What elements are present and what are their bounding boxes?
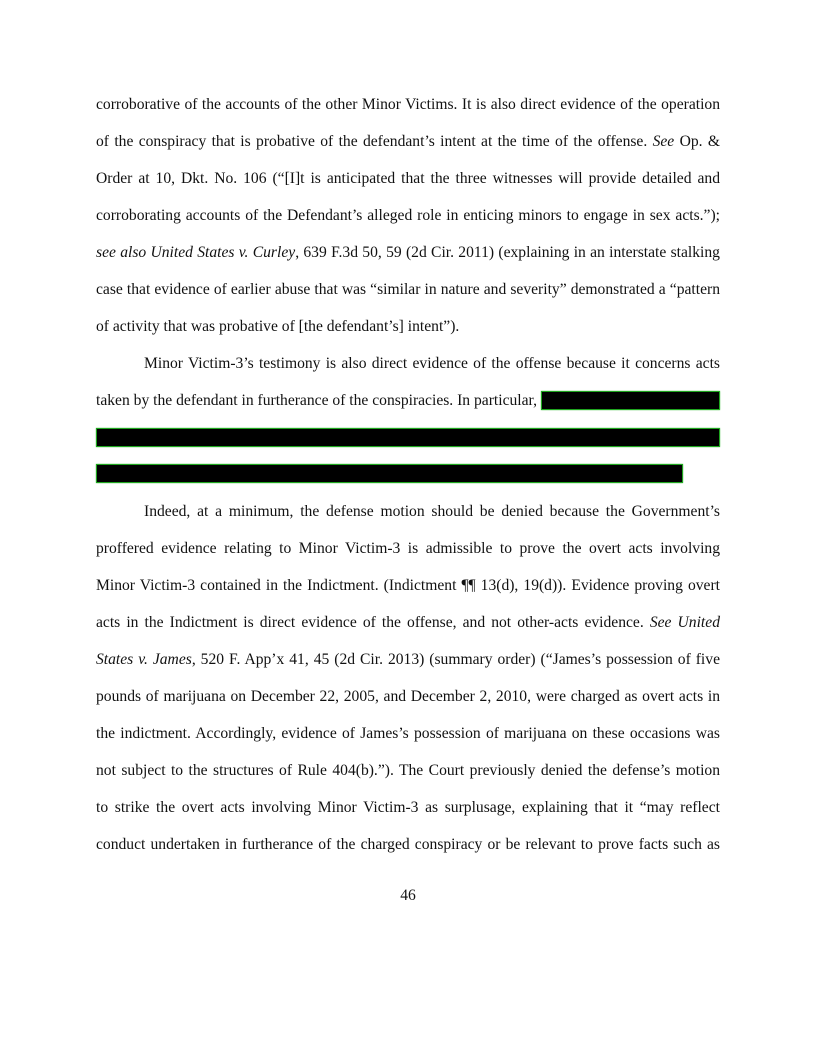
redaction-block-3 <box>96 464 683 483</box>
redaction-block-2 <box>96 428 720 447</box>
paragraph-3-line-1 <box>144 500 720 524</box>
text-span: taken by the defendant in furtherance of the conspiracies. In particular, <box>96 392 538 409</box>
text-span: corroborative of the accounts of the other Minor Victims. It is also direct evidence of the operation <box>96 96 720 113</box>
paragraph-2-line-1 <box>144 352 720 376</box>
text-span: the indictment. Accordingly, evidence of James’s possession of marijuana on these occasions was <box>96 725 720 742</box>
text-span: Order at 10, Dkt. No. 106 (“[I]t is anticipated that the three witnesses will provide detailed and <box>96 170 720 187</box>
text-span: conduct undertaken in furtherance of the charged conspiracy or be relevant to prove facts such as <box>96 836 720 853</box>
paragraph-1-line-6 <box>96 278 720 302</box>
case-citation-james: States v. James <box>96 651 192 668</box>
signal-see: See <box>652 133 675 150</box>
paragraph-1-line-2 <box>96 130 720 154</box>
text-span: corroborating accounts of the Defendant’s alleged role in enticing minors to engage in sex acts.”); <box>96 207 720 224</box>
paragraph-1-line-4 <box>96 204 720 228</box>
paragraph-3-line-4 <box>96 611 720 635</box>
paragraph-1-line-7 <box>96 315 720 339</box>
signal-see-united: See United <box>649 614 720 631</box>
text-span: of activity that was probative of [the defendant’s] intent”). <box>96 318 460 335</box>
text-span: , 520 F. App’x 41, 45 (2d Cir. 2013) (summary order) (“James’s possession of five <box>191 651 720 668</box>
page-number: 46 <box>400 887 416 904</box>
paragraph-3-line-2 <box>96 537 720 561</box>
paragraph-3-line-6 <box>96 685 720 709</box>
paragraph-1-line-1 <box>96 93 720 117</box>
text-span: Minor Victim-3 contained in the Indictment. (Indictment ¶¶ 13(d), 19(d)). Evidence proving overt <box>96 577 720 594</box>
paragraph-3-line-3 <box>96 574 720 598</box>
paragraph-3-line-7 <box>96 722 720 746</box>
paragraph-3-line-5 <box>96 648 720 672</box>
text-span: to strike the overt acts involving Minor Victim-3 as surplusage, explaining that it “may reflect <box>96 799 720 816</box>
paragraph-3-line-10 <box>96 833 720 857</box>
text-span: case that evidence of earlier abuse that was “similar in nature and severity” demonstrated a “pattern <box>96 281 720 298</box>
text-span: acts in the Indictment is direct evidence of the offense, and not other-acts evidence. <box>96 614 650 631</box>
text-span: pounds of marijuana on December 22, 2005, and December 2, 2010, were charged as overt acts in <box>96 688 720 705</box>
text-span: proffered evidence relating to Minor Victim-3 is admissible to prove the overt acts involving <box>96 540 720 557</box>
text-span: , 639 F.3d 50, 59 (2d Cir. 2011) (explaining in an interstate stalking <box>295 244 720 261</box>
text-span: Indeed, at a minimum, the defense motion should be denied because the Government’s <box>144 503 720 520</box>
text-span: not subject to the structures of Rule 404(b).”). The Court previously denied the defense’s motion <box>96 762 720 779</box>
text-span: Op. & <box>674 133 720 150</box>
text-span: of the conspiracy that is probative of the defendant’s intent at the time of the offense. <box>96 133 653 150</box>
paragraph-3-line-8 <box>96 759 720 783</box>
paragraph-3-line-9 <box>96 796 720 820</box>
text-span: Minor Victim-3’s testimony is also direct evidence of the offense because it concerns acts <box>144 355 720 372</box>
redaction-block-1 <box>541 391 720 410</box>
paragraph-1-line-3 <box>96 167 720 191</box>
paragraph-1-line-5 <box>96 241 720 265</box>
case-citation-curley: see also United States v. Curley <box>96 244 296 261</box>
